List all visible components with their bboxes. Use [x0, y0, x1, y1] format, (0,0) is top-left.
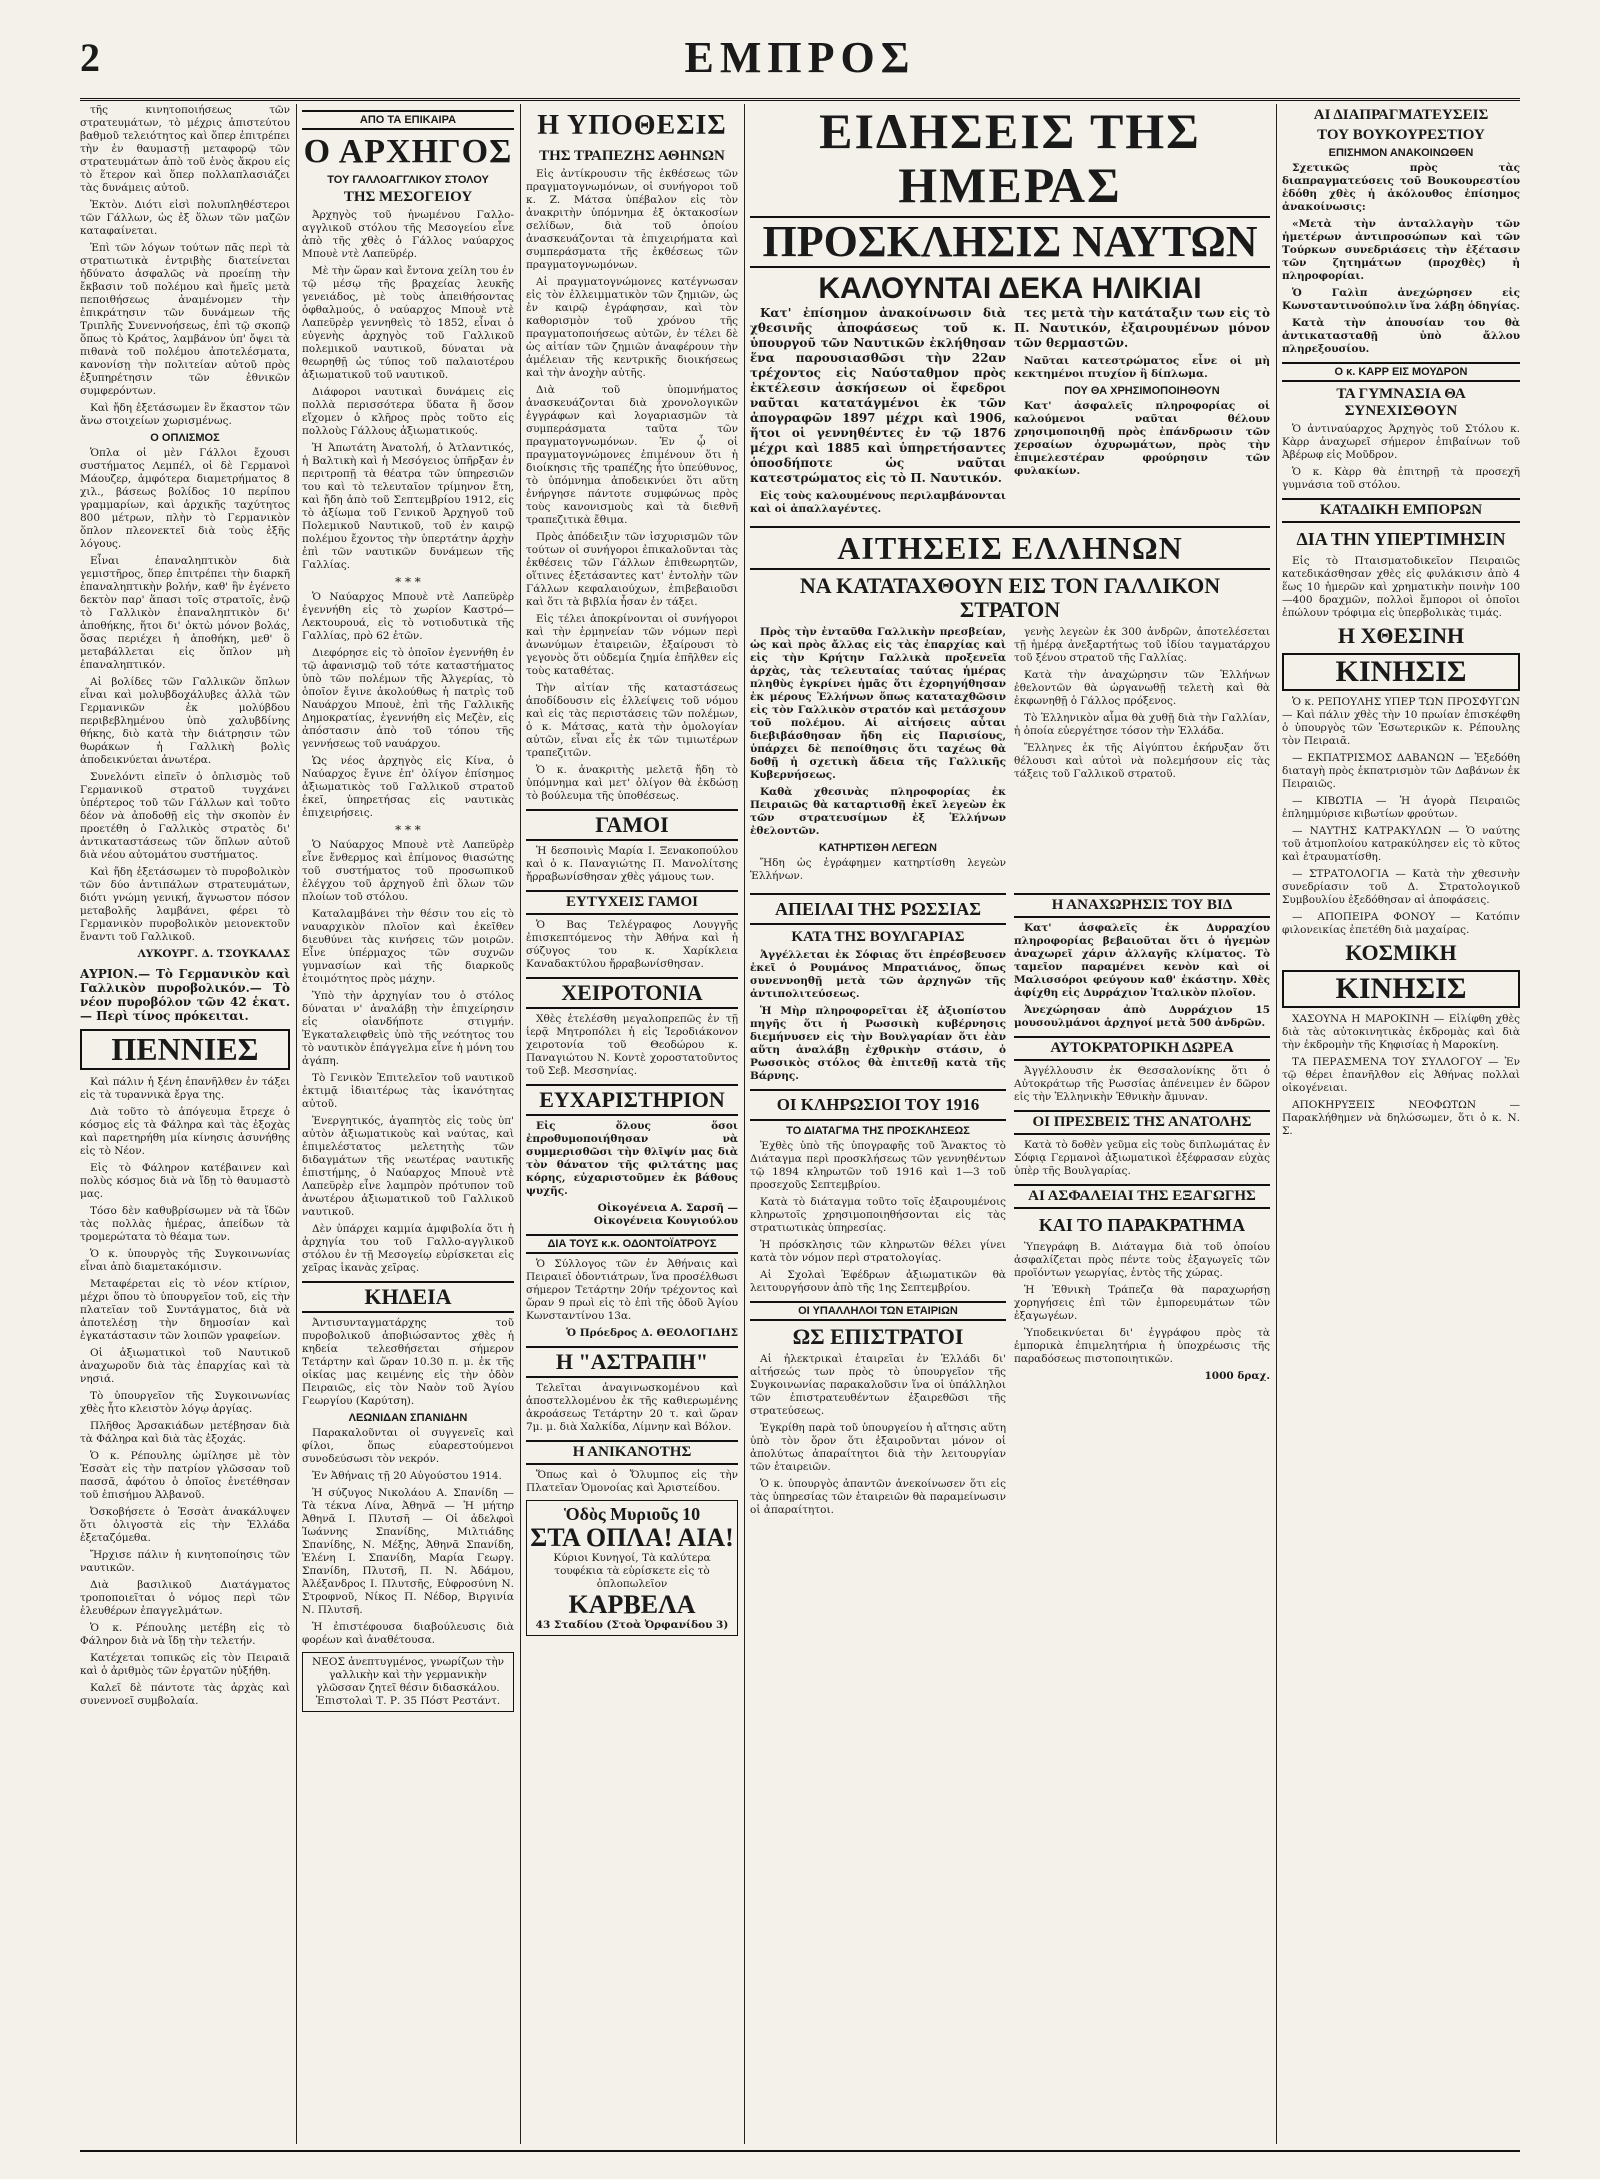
- notice-text: Χθὲς ἐτελέσθη μεγαλοπρεπῶς ἐν τῇ ἱερᾷ Μητροπόλει ἡ εἰς Ἱεροδιάκονον χειροτονία τοῦ Θεοδώρου κ. Παναγιώτου Ν. Κοντὲ χοροστατοῦντος τοῦ Σεβ. Μεσσηνίας.: [526, 1013, 738, 1077]
- page-number: 2: [80, 35, 100, 80]
- newspaper-title: ΕΜΠΡΟΣ: [684, 33, 916, 82]
- article-text: Αἱ Σχολαὶ Ἐφέδρων ἀξιωματικῶν θὰ λειτουργήσουν ἀπὸ τῆς 1ης Σεπτεμβρίου.: [750, 1269, 1006, 1294]
- column-1: [80, 104, 290, 2144]
- notice-text: Ὅπως καὶ ὁ Ὄλυμπος εἰς τὴν Πλατεῖαν Ὁμονοίας καὶ Ἀριστείδου.: [526, 1469, 738, 1494]
- article-headline: Ο κ. ΚΑΡΡ ΕΙΣ ΜΟΥΔΡΟΝ: [1282, 362, 1520, 382]
- article-headline: Η ΑΝΑΧΩΡΗΣΙΣ ΤΟΥ ΒΙΔ: [1014, 893, 1270, 918]
- ad-address: Ὁδὸς Μυριοῦς 10: [563, 1504, 701, 1524]
- notice-text: Ἡ δεσποινὶς Μαρία Ι. Ξενακοπούλου καὶ ὁ κ. Παναγιώτης Π. Μανολίτσης ἤρραβωνίσθησαν χθὲς γάμους των.: [526, 845, 738, 883]
- article-text: Τὸ Γενικὸν Ἐπιτελεῖον τοῦ ναυτικοῦ ἐκτιμᾷ ἰδιαιτέρως τὰς ἱκανότητας αὐτοῦ.: [302, 1072, 514, 1110]
- news-item: Ὁ κ. Ρέπουλης μετέβη εἰς τὸ Φάληρον διὰ νὰ ἴδῃ τὴν τελετήν.: [80, 1622, 290, 1647]
- article-text: Κατὰ τὴν ἀναχώρησιν τῶν Ἑλλήνων ἐθελοντῶν θὰ ὠργανωθῇ τελετὴ καὶ θὰ ἐκφωνηθῇ ὁ Γάλλος πρόξενος.: [1014, 669, 1270, 707]
- article-signature: 1000 δραχ.: [1204, 1370, 1270, 1382]
- article-headline: ΟΙ ΚΛΗΡΩΣΙΟΙ ΤΟΥ 1916: [750, 1089, 1006, 1121]
- ad-brand: ΚΑΡΒΕΛΑ: [568, 1590, 696, 1619]
- section-heading-dentists: ΔΙΑ ΤΟΥΣ κ.κ. ΟΔΟΝΤΟΪΑΤΡΟΥΣ: [526, 1234, 738, 1254]
- article-subheadline: ΚΑΙ ΤΟ ΠΑΡΑΚΡΑΤΗΜΑ: [1038, 1215, 1246, 1235]
- article-text: Ἀνεχώρησαν ἀπὸ Δυρράχιον 15 μουσουλμάνοι ἀρχηγοί μετὰ 500 ἀνδρῶν.: [1014, 1004, 1270, 1029]
- article-subheadline: ΤΟΥ ΓΑΛΛΟΑΓΓΛΙΚΟΥ ΣΤΟΛΟΥ: [327, 174, 489, 186]
- article-text: Κατὰ τὸ διάταγμα τοῦτο τοῖς ἐξαιρουμένοις κληρωτοῖς χρησιμοποιηθήσονται εἰς τὰς στρατιωτικὰς ὑπηρεσίας.: [750, 1196, 1006, 1234]
- news-item: Τόσο δὲν καθυβρίσωμεν νὰ τὰ ἴδῶν τὰς πολλὰς ἡμέρας, ἀπείδων τὰ τρομερώτατα τὸ θέαμα των.: [80, 1205, 290, 1243]
- news-item: Οἱ ἀξιωματικοὶ τοῦ Ναυτικοῦ ἀναχωροῦν διὰ τὰς ἐπαρχίας καὶ τὰ νησιά.: [80, 1347, 290, 1385]
- section-heading-kinisis: ΚΙΝΗΣΙΣ: [1282, 970, 1520, 1008]
- masthead: [80, 28, 1520, 101]
- article-text: «Μετὰ τὴν ἀνταλλαγὴν τῶν ἡμετέρων ἀντιπροσώπων καὶ τῶν Τούρκων συνεδριάσεις τὴν ἐξέτασιν τῶν ζητημάτων (προχθὲς) ἡ πληροφορίαι.: [1282, 218, 1520, 282]
- article-subheadline: ΚΑΛΟΥΝΤΑΙ ΔΕΚΑ ΗΛΙΚΙΑΙ: [818, 272, 1202, 305]
- article-text: Δὲν ὑπάρχει καμμία ἀμφιβολία ὅτι ἡ ἀρχηγία του τοῦ Γαλλο-αγγλικοῦ στόλου ἐν τῇ Μεσογείῳ εὑρίσκεται εἰς χεῖρας ἱκανὰς χεῖρας.: [302, 1223, 514, 1274]
- article-text: Ἐγκρίθη παρὰ τοῦ ὑπουργείου ἡ αἴτησις αὕτη ὑπὸ τὸν ὅρον ὅτι ἐξαιροῦνται μόνον οἱ ἀπολύτως ἀπαραίτητοι διὰ τὴν λειτουργίαν τῶν ἑταιρειῶν.: [750, 1422, 1006, 1473]
- article-text: Εἰς τὸ Πταισματοδικεῖον Πειραιῶς κατεδικάσθησαν χθὲς εἰς φυλάκισιν ἀπὸ 4 ἕως 10 ἡμερῶν καὶ χρηματικὴν ποινὴν 100—400 δραχμῶν, πολλοὶ ἔμποροι οἱ ὁποῖοι ἐπώλουν τρόφιμα εἰς ὑπερβολικὰς τιμάς.: [1282, 555, 1520, 619]
- article-text: Ὁ ἀντιναύαρχος Ἀρχηγὸς τοῦ Στόλου κ. Κὰρρ ἀναχωρεῖ σήμερον ἐπιβαίνων τοῦ Ἀβέρωφ εἰς Μοῦδρον.: [1282, 423, 1520, 461]
- section-heading: ΚΟΣΜΙΚΗ: [1345, 940, 1457, 965]
- news-item: Κατέχεται τοπικῶς εἰς τὸν Πειραιᾶ καὶ ὁ ἀριθμὸς τῶν ἐργατῶν ηὐξήθη.: [80, 1652, 290, 1677]
- article-text: Ἀγγέλλουσιν ἐκ Θεσσαλονίκης ὅτι ὁ Αὐτοκράτωρ τῆς Ρωσσίας ἀπένειμεν ἐν δῶρον εἰς τὴν Ἑλληνικὴν Ἐθνικὴν ἄμυναν.: [1014, 1065, 1270, 1103]
- article-subheadline: ΤΑ ΓΥΜΝΑΣΙΑ ΘΑ ΣΥΝΕΧΙΣΘΟΥΝ: [1336, 386, 1466, 419]
- section-heading-astrapi: Η "ΑΣΤΡΑΠΗ": [526, 1346, 738, 1378]
- article-subheadline: ΔΙΑ ΤΗΝ ΥΠΕΡΤΙΜΗΣΙΝ: [1296, 529, 1506, 549]
- article-text: Ναῦται κατεστρώματος εἶνε οἱ μὴ κεκτημένοι πτυχίον ἢ δίπλωμα.: [1014, 355, 1270, 380]
- article-headline: ΑΙ ΑΣΦΑΛΕΙΑΙ ΤΗΣ ΕΞΑΓΩΓΗΣ: [1014, 1184, 1270, 1209]
- article-text: Κατ' ἐπίσημον ἀνακοίνωσιν διὰ χθεσινῆς ἀποφάσεως τοῦ κ. ὑπουργοῦ τῶν Ναυτικῶν ἐκλήθησαν ἕνα παρουσιασθῶσι τὴν 22αν τρέχοντος εἰς Ναύσταθμον πρὸς ἐκτέλεσιν ἀσκήσεων οἱ ἔφεδροι ναῦται κατατάγμένοι ἐκ τῶν ἀπογραφῶν 1897 μέχρι καὶ 1906, ἥτοι οἱ γεννηθέντες ἐν τῷ 1876 μέχρι καὶ 1885 καὶ ὑπηρετήσαντες ὁποσδήποτε ὡς ναῦται κατεστρώματος εἰς τὸ Π. Ναυτικόν.: [750, 306, 1006, 485]
- notice-text: Ὁ Βας Τελέγραφος Λουγγῆς ἐπισκεπτόμενος τὴν Ἀθήνα καὶ ἡ σύζυγος του κ. Χαρίκλεια Καναδακτύλου ἤρραβωνίσθησαν.: [526, 919, 738, 970]
- section-heading-kideia: ΚΗΔΕΙΑ: [302, 1281, 514, 1313]
- article-headline: Ο ΑΡΧΗΓΟΣ: [303, 133, 513, 170]
- article-text: Καὶ ἤδη ἐξετάσωμεν ἓν ἕκαστον τῶν ἄνω στοιχείων χωρισμένως.: [80, 402, 290, 427]
- article-subheadline: ΕΠΙΣΗΜΟΝ ΑΝΑΚΟΙΝΩΘΕΝ: [1328, 147, 1474, 159]
- article-text: Κατὰ τὸ δοθὲν γεῦμα εἰς τοὺς διπλωμάτας ἐν Σόφιᾳ Γερμανοὶ ἀξιωματικοὶ ἐξέφρασαν εὐχὰς ὑπὲρ τῆς Βουλγαρίας.: [1014, 1139, 1270, 1177]
- article-text: Ἔλληνες ἐκ τῆς Αἰγύπτου ἐκήρυξαν ὅτι θέλουσι καὶ αὐτοὶ νὰ πολεμήσουν εἰς τὰς τάξεις τοῦ Γαλλικοῦ στρατοῦ.: [1014, 742, 1270, 780]
- tomorrow-note: ΑΥΡΙΟΝ.— Τὸ Γερμανικὸν καὶ Γαλλικὸν πυροβολικόν.— Τὸ νέον πυροβόλον τῶν 42 ἑκατ.— Περὶ τίνος πρόκειται.: [80, 967, 290, 1023]
- column-3: [526, 104, 738, 2144]
- funeral-text: Παρακαλοῦνται οἱ συγγενεῖς καὶ φίλοι, ὅπως εὐαρεστούμενοι συνοδεύσωσι τὸν νεκρόν.: [302, 1427, 514, 1465]
- article-text: Τὴν αἰτίαν τῆς καταστάσεως ἀποδίδουσιν εἰς ἐλλείψεις τοῦ νόμου καὶ εἰς τὰς περιστάσεις τῶν πολέμων, ὁ κ. Μάτσας, κατὰ τὴν ὁμολογίαν αὐτῶν, εἶναι εἷς ἐκ τῶν τιμιωτέρων τραπεζιτῶν.: [526, 682, 738, 759]
- news-item: Ὁ κ. ΡΕΠΟΥΛΗΣ ΥΠΕΡ ΤΩΝ ΠΡΟΣΦΥΓΩΝ — Καὶ πάλιν χθὲς τὴν 10 πρωίαν ἐπισκέφθη ὁ ὑπουργὸς τῶν Ἐσωτερικῶν κ. Ρέπουλης τὸν Πειραιᾶ.: [1282, 696, 1520, 747]
- article-text: Πρὸς ἀπόδειξιν τῶν ἰσχυρισμῶν τῶν τούτων οἱ συνήγοροι ἐπικαλοῦνται τὰς ἐκθέσεις τῶν Γάλλων ἐπιθεωρητῶν, οἵτινες ἐξετάσαντες κατ' ἐντολὴν τῶν Γάλλων κεφαλαιούχων, ἐπιβεβαιοῦσι καὶ ὅτι τὰ βιβλία ἦσαν ἐν τάξει.: [526, 531, 738, 608]
- news-item: ΑΠΟΚΗΡΥΞΕΙΣ ΝΕΟΦΩΤΩΝ — Παρακλήθημεν νὰ δηλώσωμεν, ὅτι ὁ κ. Ν. Σ.: [1282, 1099, 1520, 1137]
- article-text: Κατ' ἀσφαλεῖς πληροφορίας οἱ καλούμενοι ναῦται θέλουν χρησιμοποιηθῇ πρὸς ἐπάνδρωσιν τῶν χερσαίων ὀχυρωμάτων, πρὸς τὴν ἐπιμελεστέραν φρούρησιν τῶν φυλακίων.: [1014, 400, 1270, 477]
- article-text: Διὰ τοῦ ὑπομνήματος ἀνασκευάζονται διὰ χρονολογικῶν ἐγγράφων καὶ λογαριασμῶν τὰ συμπεράσματα ταῦτα τῶν πραγματογνωμόνων. Ἐν ᾧ οἱ πραγματογνώμονες ἐπιμένουν ὅτι ἡ διοίκησις τῆς τραπέζης ἦτο ὑπεύθυνος, τὸ ὑπόμνημα ἀποδεικνύει ὅτι αὕτη ἐνήργησε πάντοτε συμφώνως πρὸς τοὺς κανονισμοὺς καὶ τὰ διεθνῆ τραπεζιτικὰ ἔθιμα.: [526, 384, 738, 526]
- funeral-text: Ἡ ἐπιστέφουσα διαβούλευσις διὰ φορέων καὶ ἀναθέτουσα.: [302, 1621, 514, 1646]
- news-item: — ΕΚΠΑΤΡΙΣΜΟΣ ΔΑΒΑΝΩΝ — Ἐξεδόθη διαταγὴ πρὸς ἐκπατρισμὸν τῶν Δαβάνων ἐκ Πειραιῶς.: [1282, 752, 1520, 790]
- article-text: Ἡ Ἐθνικὴ Τράπεζα θὰ παραχωρήσῃ χορηγήσεις ἐπὶ τῶν ἐμπορευμάτων τῶν ἐξαγωγέων.: [1014, 1284, 1270, 1322]
- news-item: Εἰς τὸ Φάληρον κατέβαινεν καὶ πολὺς κόσμος διὰ νὰ ἴδῃ τὸ θαυμαστὸ μας.: [80, 1162, 290, 1200]
- article-headline: ΑΥΤΟΚΡΑΤΟΡΙΚΗ ΔΩΡΕΑ: [1014, 1036, 1270, 1061]
- funeral-text: Ἡ σύζυγος Νικολάου Α. Σπανίδη — Τὰ τέκνα Λίνα, Ἀθηνᾶ — Ἡ μήτηρ Ἀθηνᾶ Ι. Πλυτσῆ — Οἱ ἀδελφοὶ Ἰωάννης Σπανίδης, Μιλτιάδης Σπανίδης, Ν. Μέξης, Ἀθηνᾶ Σπανίδη, Ἑλένη Ι. Σπανίδη, Μαρία Γεωργ. Σπανίδη, Πλυτσῆ, Π. Ν. Ἀδάμου, Ἀλέξανδρος Ι. Πλυτσῆς, Εὐφροσύνη Ν. Στροφνοῦ, Νίκος Π. Νέδορ, Βιργινία Ν. Πλυτσῆ.: [302, 1487, 514, 1616]
- article-headline: Η ΥΠΟΘΕΣΙΣ: [537, 110, 727, 141]
- article-text: Κατὰ τὴν ἀπουσίαν του θὰ ἀντικατασταθῇ ὑπὸ ἄλλου πληρεξουσίου.: [1282, 317, 1520, 355]
- section-heading-gamoi: ΓΑΜΟΙ: [526, 809, 738, 841]
- article-text: Διάφοροι ναυτικαὶ δυνάμεις εἰς πολλὰ περισσότερα ὕδατα ἢ ὅσον εἴχομεν ὁ κλῆρος πρὸς τοῦτο εἰς πολλοὺς Γάλλους ἀξιωματικούς.: [302, 386, 514, 437]
- article-text: Κατ' ἀσφαλεῖς ἐκ Δυρραχίου πληροφορίας βεβαιοῦται ὅτι ὁ ἡγεμὼν ἀναχωρεῖ χάριν ἀλλαγῆς κλίματος. Τὸ ταμεῖον παραμένει κενὸν καὶ οἱ Μαλισσόροι φεύγουν καθ' ἑκάστην. Χθὲς ἀφίχθη εἰς Δυρράχιον Ἰταλικὸν πλοῖον.: [1014, 922, 1270, 999]
- article-text: Αἱ πραγματογνώμονες κατέγνωσαν εἰς τὸν ἐλλειμματικὸν τῶν ζημιῶν, ὡς ἐν καιρῷ ἐγράφησαν, καὶ τὸν καθορισμὸν τοῦ χρόνου τῆς πραγματοποιήσεως αὐτῶν, ἐν τέλει δὲ ὡς αἰτίαν τῶν ζημιῶν ἀναφέρουν τὴν ἀμέλειαν τῆς κεντρικῆς διοικήσεως καὶ τὴν ἀνοχὴν αὐτῆς.: [526, 276, 738, 379]
- article-text: Ὁ Ναύαρχος Μπουὲ ντὲ Λαπεϋρὲρ ἐγεννήθη εἰς τὸ χωρίον Καστρό— Λεκτουρουά, εἰς τὸ νοτιοδυτικὰ τῆς Γαλλίας, πρὸ 62 ἐτῶν.: [302, 591, 514, 642]
- article-text: Αἱ βολίδες τῶν Γαλλικῶν ὅπλων εἶναι καὶ μολυβδοχάλυβες ἀλλὰ τῶν Γερμανικῶν ἐκ μολύβδου περιβεβλημένου ὑπὸ χαλυβδίνης θήκης, διὸ κατὰ τὴν διάτρησιν τῶν θωράκων ἡ Γαλλικὴ βολὶς ἀποδεικνύεται ἀνωτέρα.: [80, 676, 290, 766]
- separator-stars: * * *: [395, 823, 421, 837]
- notice-text: Εἰς ὅλους ὅσοι ἐπροθυμοποιήθησαν νὰ συμμερισθῶσι τὴν θλῖψίν μας διὰ τὸν θάνατον τῆς φιλτάτης μας κόρης, εὐχαριστοῦμεν ἐκ βάθους ψυχῆς.: [526, 1120, 738, 1197]
- article-text: Ἐκτὸν. Διότι εἰσὶ πολυπληθέστεροι τῶν Γάλλων, ὡς ἐξ ὅλων τῶν μαζῶν καταφαίνεται.: [80, 199, 290, 237]
- news-item: — ΚΙΒΩΤΙΑ — Ἡ ἀγορὰ Πειραιῶς ἐπλημμύρισε κιβωτίων φρούτων.: [1282, 795, 1520, 820]
- article-text: Ὁ κ. ἀνακριτὴς μελετᾷ ἤδη τὸ ὑπόμνημα καὶ μετ' ὀλίγον θὰ ἐκδώσῃ τὸ βούλευμα τῆς ὑποθέσεως.: [526, 764, 738, 802]
- news-item: ΤΑ ΠΕΡΑΣΜΕΝΑ ΤΟΥ ΣΥΛΛΟΓΟΥ — Ἐν τῷ θέρει ἐπανῆλθον εἰς Ἀθήνας πολλαὶ οἰκογένειαι.: [1282, 1056, 1520, 1094]
- column-heading-gennies: ΠΕΝΝΙΕΣ: [80, 1029, 290, 1070]
- article-text: Ἀρχηγὸς τοῦ ἡνωμένου Γαλλο-αγγλικοῦ στόλου τῆς Μεσογείου εἶνε ἀπὸ τῆς χθὲς ὁ Γάλλος ναύαρχος Μπουὲ ντὲ Λαπεϋρέρ.: [302, 209, 514, 260]
- section-heading: ΠΟΥ ΘΑ ΧΡΗΣΙΜΟΠΟΙΗΘΟΥΝ: [1064, 385, 1220, 397]
- ad-text: Κύριοι Κυνηγοί, Τὰ καλύτερα τουφέκια τὰ εὑρίσκετε εἰς τὸ ὁπλοπωλεῖον: [553, 1552, 711, 1590]
- article-text: Ἀγγέλλεται ἐκ Σόφιας ὅτι ἐπρέσβευσεν ἐκεῖ ὁ Ρουμάνος Μπρατιάνος, ὅπως συνεννοηθῇ μετὰ τῶν ἀρχηγῶν τῆς ἀντιπολιτεύσεως.: [750, 949, 1006, 1000]
- ad-address: 43 Σταδίου (Στοὰ Ὀρφανίδου 3): [535, 1619, 729, 1631]
- article-subheadline: ΩΣ ΕΠΙΣΤΡΑΤΟΙ: [792, 1324, 964, 1349]
- article-text: τῆς κινητοποιήσεως τῶν στρατευμάτων, τὸ μέχρις ἀπιστεύτου βαθμοῦ τελειότητος καὶ ὅπερ ἐπιτρέπει τὴν ἐν θαυμαστῇ μεταφορῷ τῶν στρατευμάτων ἀπὸ τοῦ ἑνὸς ἄκρου εἰς τὸ ἕτερον καὶ ὅπερ πολλαπλασιάζει τὰς δυνάμεις αὐτοῦ.: [80, 104, 290, 194]
- article-text: Καὶ ἤδη ἐξετάσωμεν τὸ πυροβολικὸν τῶν δύο ἀντιπάλων στρατευμάτων, διότι γνώμη γενική, ἄγνωστον πόσον μεταβολῆς λαμβάνει, φέρει τὸ Γερμανικὸν πυροβολικὸν μειονεκτοῦν ἔναντι τοῦ Γαλλικοῦ.: [80, 866, 290, 943]
- article-subheadline: ΤΗΣ ΤΡΑΠΕΖΗΣ ΑΘΗΝΩΝ: [539, 148, 725, 164]
- article-text: Εἶναι ἐπαναληπτικὸν διὰ γεμιστῆρος, ὅπερ ἐπιτρέπει τὴν διαρκῆ ἐπαναληπτικὴν βολήν, καθ' ἣν ἐγένετο δεκτὸν παρ' ἅπασι τοῖς στρατοῖς, ἐνῷ τὸ Γαλλικὸν ἐπαναληπτικὸν δι' ἀποθήκης, ἥτοι δι' ὀκτὼ μόνον βολάς, ὅσας περιέχει ἡ ἀποθήκη, μεθ' ὃ μεταβάλλεται εἰς ὅπλον μὴ ἐπαναληπτικόν.: [80, 555, 290, 671]
- news-item: Ἤρχισε πάλιν ἡ κινητοποίησις τῶν ναυτικῶν.: [80, 1549, 290, 1574]
- news-item: Καλεῖ δὲ πάντοτε τὰς ἀρχὰς καὶ συνεννοεῖ συμβολαία.: [80, 1682, 290, 1707]
- article-text: τες μετὰ τὴν κατάταξιν των εἰς τὸ Π. Ναυτικόν, ἐξαιρουμένων μόνον τῶν θερμαστῶν.: [1014, 306, 1270, 350]
- column-rule: [744, 104, 745, 2144]
- article-headline: ΑΙΤΗΣΕΙΣ ΕΛΛΗΝΩΝ: [750, 526, 1270, 570]
- column-rule: [1276, 104, 1277, 2144]
- ad-headline: ΣΤΑ ΟΠΛΑ! ΑΙΑ!: [530, 1523, 734, 1552]
- two-column-block: [750, 626, 1270, 887]
- news-item: Μεταφέρεται εἰς τὸ νέον κτίριον, μέχρι ὅπου τὸ ὑπουργεῖον τοῦ, εἰς τὴν πλατεῖαν τοῦ Συντάγματος, διὰ νὰ ἀποτελέσῃ τὴν δημοσίαν καὶ ἐγκατάστασιν τῶν λοιπῶν γραφείων.: [80, 1278, 290, 1342]
- news-item: Πλῆθος Ἀρσακιάδων μετέβησαν διὰ τὰ Φάληρα καὶ διὰ τὰς ἐξοχάς.: [80, 1420, 290, 1445]
- page-columns: [80, 104, 1520, 2144]
- article-subheadline: ΤΗΣ ΜΕΣΟΓΕΙΟΥ: [343, 189, 473, 205]
- article-text: Ὡς νέος ἀρχηγὸς εἰς Κίνα, ὁ Ναύαρχος ἔγινε ἐπ' ὀλίγον ἐπίσημος ἀξιωματικὸς τοῦ Γαλλικοῦ στρατοῦ ἐκεῖ, ὑπηρετήσας εἰς ναυτικὰς ἐπιχειρήσεις.: [302, 755, 514, 819]
- news-item: Διὰ τοῦτο τὸ ἀπόγευμα ἔτρεχε ὁ κόσμος εἰς τὰ Φάληρα καὶ τὰς ἐξοχὰς καὶ παρετηρήθη μία κίνησις ἀσυνήθης εἰς τὸ Νέον.: [80, 1106, 290, 1157]
- article-text: Τὸ Ἑλληνικὸν αἷμα θὰ χυθῇ διὰ τὴν Γαλλίαν, ἡ ὁποία εὐεργέτησε τόσον τὴν Ἑλλάδα.: [1014, 712, 1270, 737]
- two-column-block: [750, 306, 1270, 520]
- section-kicker: ΑΠΟ ΤΑ ΕΠΙΚΑΙΡΑ: [302, 110, 514, 130]
- article-text: Διεφόρησε εἰς τὸ ὁποῖον ἐγεννήθη ἐν τῷ ἀφανισμῷ τοῦ τότε καταστήματος ὑπὸ τῶν πολέμων τῆς Ἀλγερίας, τὸ ὁποῖον ἔγινε ἀκολούθως ἡ πατρὶς τοῦ Ναυάρχου Μπουὲ, ἐπὶ τῆς Γαλλικῆς Δημοκρατίας, ἐγεννήθη εἰς Μεζὲν, εἰς ἀπόστασιν ἀπὸ τοῦ τόπου τῆς γεννήσεως τοῦ ναυάρχου.: [302, 647, 514, 750]
- article-text: Ἤδη ὡς ἐγράφημεν κατηρτίσθη λεγεὼν Ἑλλήνων.: [750, 857, 1006, 882]
- article-text: Σχετικῶς πρὸς τὰς διαπραγματεύσεις τοῦ Βουκουρεστίου ἐδόθη χθὲς ἡ ἀκόλουθος ἐπίσημος ἀνακοίνωσις:: [1282, 162, 1520, 213]
- article-text: Ὑπὸ τὴν ἀρχηγίαν του ὁ στόλος δύναται ν' ἀναλάβῃ τὴν ἐπιχείρησιν εἰς οἱανδήποτε στιγμήν. Ἐγκαταλειφθεὶς ὑπὸ τῆς νεότητος του τὸ ναυτικὸν ἐπάγγελμα εἶνε ἡ μόνη του ἀγάπη.: [302, 990, 514, 1067]
- column-6: [1282, 104, 1520, 2144]
- notice-text: Τελεῖται ἀναγινωσκομένου καὶ ἀποστελλομένου ἐκ τῆς καθιερωμένης ἀκροάσεως Τετάρτην 20 τ. καὶ ὥραν 7μ. μ. διὰ Χαλκίδα, Λίμνην καὶ Βόλον.: [526, 1382, 738, 1433]
- article-text: Καταλαμβάνει τὴν θέσιν του εἰς τὸ ναυαρχικὸν πλοῖον καὶ ἐκεῖθεν διευθύνει τὰς κινήσεις τῶν μοιρῶν. Εἶνε ὑπέρμαχος τῶν συχνῶν γυμνασίων καὶ τῆς διαρκοῦς ἑτοιμότητος πρὸς μάχην.: [302, 908, 514, 985]
- news-item: Καὶ πάλιν ἡ ξένη ἐπανῆλθεν ἐν τάξει εἰς τὰ τυραννικὰ ἔργα της.: [80, 1076, 290, 1101]
- article-text: Ὑπεγράφη Β. Διάταγμα διὰ τοῦ ὁποίου ἀσφαλίζεται πρὸς πέντε τοὺς ἐξαγωγεῖς τῶν προϊόντων γεωργίας, ἐντὸς τῆς χώρας.: [1014, 1241, 1270, 1279]
- article-subheadline: ΤΟ ΔΙΑΤΑΓΜΑ ΤΗΣ ΠΡΟΣΚΛΗΣΕΩΣ: [786, 1125, 970, 1137]
- column-2: [302, 104, 514, 2144]
- article-text: Ἐχθὲς ὑπὸ τῆς ὑπογραφῆς τοῦ Ἄνακτος τὸ Διάταγμα περὶ προσκλήσεως τῶν γεννηθέντων τῷ 1894 κληρωτῶν τοῦ 1916 καὶ 1—3 τοῦ προσεχοῦς Σεπτεμβρίου.: [750, 1140, 1006, 1191]
- article-text: γενὴς λεγεὼν ἐκ 300 ἀνδρῶν, ἀποτελέσεται τῇ ἡμέρᾳ ἀνεξαρτήτως τοῦ ἰδίου ταγματάρχου τοῦ ξένου στρατοῦ τῆς Γαλλίας.: [1014, 626, 1270, 664]
- article-text: Συνελόντι εἰπεῖν ὁ ὁπλισμὸς τοῦ Γερμανικοῦ στρατοῦ τυγχάνει ὑπέρτερος τοῦ τῶν Γάλλων καὶ τοῦτο δέον νὰ ἀποδοθῇ εἰς τὴν σκοπὸν ἐν προετέθη ὁ Γαλλικὸς στρατὸς δι' ἀντικαταστάσεως τῶν ὅπλων αὐτοῦ διὰ νέου αὐτομάτου συστήματος.: [80, 771, 290, 861]
- column-rule: [296, 104, 297, 2144]
- news-item: Ὁ κ. ὑπουργὸς τῆς Συγκοινωνίας εἶναι ἀπὸ διαμετακόμισιν.: [80, 1248, 290, 1273]
- news-item: Τὸ ὑπουργεῖον τῆς Συγκοινωνίας χθὲς ἦτο κλειστὸν λόγῳ ἀργίας.: [80, 1390, 290, 1415]
- article-headline: ΚΑΤΑΔΙΚΗ ΕΜΠΟΡΩΝ: [1282, 498, 1520, 523]
- author-signature: ΛΥΚΟΥΡΓ. Δ. ΤΣΟΥΚΑΛΑΣ: [137, 948, 290, 960]
- news-item: Ὁ κ. Ρέπουλης ὡμίλησε μὲ τὸν Ἐσσὰτ εἰς τὴν πατρίον γλῶσσαν τοῦ πασσᾶ, ἀφότου ὁ ὁποῖος ἐνετέθησαν τοῦ ἐπισήμου Ἀλβανοῦ.: [80, 1450, 290, 1501]
- classified-ad: ΝΕΟΣ ἀνεπτυγμένος, γνωρίζων τὴν γαλλικὴν καὶ τὴν γερμανικὴν γλῶσσαν ζητεῖ θέσιν διδασκάλου. Ἐπιστολαὶ Τ. Ρ. 35 Πόστ Ρεστάντ.: [302, 1652, 514, 1712]
- notice-signature: Ὁ Πρόεδρος Δ. ΘΕΟΛΟΓΙΔΗΣ: [566, 1327, 738, 1339]
- footer-rule: [80, 2150, 1520, 2152]
- article-text: Ὁ κ. Κὰρρ θὰ ἐπιτηρῇ τὰ προσεχῆ γυμνάσια τοῦ στόλου.: [1282, 466, 1520, 491]
- article-text: Ἡ πρόσκλησις τῶν κληρωτῶν θέλει γίνει κατὰ τὸν νόμον περὶ στρατολογίας.: [750, 1239, 1006, 1264]
- article-text: Ὑποδεικνύεται δι' ἐγγράφου πρὸς τὰ ἐμπορικὰ ἐπιμελητήρια ἡ ὑποχρέωσις τῆς παραδόσεως πιστοποιητικῶν.: [1014, 1327, 1270, 1365]
- deceased-name: ΛΕΩΝΙΔΑΝ ΣΠΑΝΙΔΗΝ: [348, 1412, 468, 1424]
- news-item: Ὀσκοβήσετε ὁ Ἐσσὰτ ἀνακάλυψεν ὅτι ὀλιγοστὰ εἰς τὴν Ἑλλάδα ἐξεταζόμεθα.: [80, 1506, 290, 1544]
- article-subheadline: ΤΟΥ ΒΟΥΚΟΥΡΕΣΤΙΟΥ: [1317, 127, 1485, 143]
- article-text: Ἐνεργητικός, ἀγαπητὸς εἰς τοὺς ὑπ' αὐτὸν ἀξιωματικοὺς καὶ ναύτας, καὶ ἐπιμελέστατος μελετητὴς τῶν διδαγμάτων τῆς νεωτέρας ναυτικῆς ἐπιστήμης, ὁ Ναύαρχος Μπουὲ ντὲ Λαπεϋρὲρ εἶνε λαμπρὸν πρότυπον τοῦ ἀνωτέρου ἀξιωματικοῦ τοῦ Γαλλικοῦ ναυτικοῦ.: [302, 1115, 514, 1218]
- section-heading-eytyxeis: ΕΥΤΥΧΕΙΣ ΓΑΜΟΙ: [526, 890, 738, 915]
- section-heading-kinisis: ΚΙΝΗΣΙΣ: [1282, 653, 1520, 691]
- section-heading: Η ΧΘΕΣΙΝΗ: [1337, 623, 1465, 648]
- article-text: Πρὸς τὴν ἐνταῦθα Γαλλικὴν πρεσβείαν, ὡς καὶ πρὸς ἄλλας εἰς τὰς ἐπαρχίας καὶ εἰς τὴν Κρήτην Γαλλικὰ προξενεῖα ἀρχὰς, τὰς τελευταίας ταύτας ἡμέρας πληθὺς ἐγκρίνει ἡμᾶς ὅτι ἐχορηγήθησαν ἐκ μέρους Ἑλλήνων ὅπως καταταχθῶσιν εἰς τὸν Γαλλικὸν στρατόν καὶ μετάσχουν τοῦ πολέμου. Αἱ αἰτήσεις αὗται διεβιβάσθησαν ἤδη εἰς Παρισίους, ὑπάρχει δὲ πεποίθησις ὅτι ταχέως θὰ δοθῇ ἡ σχετικὴ ἄδεια τῆς Γαλλικῆς Κυβερνήσεως.: [750, 626, 1006, 781]
- separator-stars: * * *: [395, 575, 421, 589]
- article-text: Καθὰ χθεσινὰς πληροφορίας ἐκ Πειραιῶς θὰ καταρτισθῇ ἐκεῖ λεγεὼν ἐκ τῶν στρατευσίμων ἐξ Ἑλλήνων ἐθελοντῶν.: [750, 786, 1006, 837]
- article-text: Ὁπλα οἱ μὲν Γάλλοι ἔχουσι συστήματος Λεμπέλ, οἱ δὲ Γερμανοὶ Μάουζερ, ἀμφότερα διαμετρήματος 8 χιλ., βάσεως βολίδος 10 περίπου γραμμαρίων, καὶ ἀρχικῆς ταχύτητος 800 μέτρων, πλὴν τὸ Γερμανικὸν ὅπλον πλεονεκτεῖ διὰ τοὺς ἑξῆς λόγους.: [80, 447, 290, 550]
- article-text: Ὁ κ. ὑπουργὸς ἀπαντῶν ἀνεκοίνωσεν ὅτι εἰς τὰς ὑπηρεσίας τῶν ἑταιρειῶν θὰ παραμείνωσιν οἱ ἀπαραίτητοι.: [750, 1478, 1006, 1516]
- section-heading-xeirotonia: ΧΕΙΡΟΤΟΝΙΑ: [526, 977, 738, 1009]
- article-subheadline: ΚΑΤΑ ΤΗΣ ΒΟΥΛΓΑΡΙΑΣ: [791, 929, 965, 945]
- article-text: Εἰς τέλει ἀποκρίνονται οἱ συνήγοροι καὶ τὴν ἑρμηνείαν τῶν νόμων περὶ ἀνωνύμων ἑταιρειῶν, ἐξαίρουσι τὸ γεγονὸς ὅτι οὐδεμία ζημία ἐπῆλθεν εἰς τοὺς καταθέτας.: [526, 613, 738, 677]
- article-text: Ἐπὶ τῶν λόγων τούτων πᾶς περὶ τὰ στρατιωτικὰ ἐντριβὴς διατείνεται ἠδύνατο ἀσφαλῶς νὰ προείπῃ τὴν ἔκβασιν τοῦ πολέμου καὶ ἤμεῖς μετὰ πεποιθήσεως ἀναμένομεν τὴν ἐπικράτησιν τῶν δυνάμεων τῆς Τριπλῆς Συνεννοήσεως, ἐπὶ τῷ σκοπῷ ὅπως τὸ Κράτος, λαμβάνον ὑπ' ὄψει τὰ πιθανὰ τοῦ πολέμου ἀποτελέσματα, κανονίσῃ τὴν πολιτείαν αὐτοῦ πρὸς ἐξυπηρέτησιν τῶν ἐθνικῶν συμφερόντων.: [80, 242, 290, 397]
- news-item: Διὰ βασιλικοῦ Διατάγματος τροποποιεῖται ὁ νόμος περὶ τῶν ἐλευθέρων ἐπαγγελμάτων.: [80, 1579, 290, 1617]
- news-of-the-day: [750, 104, 1270, 2144]
- section-heading: Ο ΟΠΛΙΣΜΟΣ: [150, 432, 220, 444]
- article-text: Εἰς ἀντίκρουσιν τῆς ἐκθέσεως τῶν πραγματογνωμόνων, οἱ συνήγοροι τοῦ κ. Ζ. Μάτσα ὑπέβαλον εἰς τὸν ἀνακριτὴν ὑπόμνημα ἐξ ὀκτακοσίων σελίδων, διὰ τοῦ ὁποίου ἀνασκευάζονται τὰ ἐπιχειρήματα καὶ συμπεράσματα τῆς ἐκθέσεως τῶν πραγματογνωμόνων.: [526, 168, 738, 271]
- section-heading-eyxaristirion: ΕΥΧΑΡΙΣΤΗΡΙΟΝ: [526, 1084, 738, 1116]
- section-heading: ΚΑΤΗΡΤΙΣΘΗ ΛΕΓΕΩΝ: [819, 842, 937, 854]
- article-text: Μὲ τὴν ὥραν καὶ ἔντονα χείλη του ἐν τῷ μέσῳ τῆς βραχείας λευκῆς γενειάδος, μὲ τοὺς ἀπειθήσοντας ὀφθαλμούς, ὁ ναύαρχος Μπουὲ ντὲ Λαπεϋρὲρ γεννηθεὶς τὸ 1852, εἶναι ὁ εὐγενὴς ἀρχηγὸς τοῦ Γαλλικοῦ πολεμικοῦ ναυτικοῦ, δύναται νὰ θεωρηθῇ ὡς τύπος τοῦ παλαιοτέρου ἀξιωματικοῦ τοῦ ναυτικοῦ.: [302, 265, 514, 381]
- article-headline: ΑΠΕΙΛΑΙ ΤΗΣ ΡΩΣΣΙΑΣ: [750, 893, 1006, 925]
- advertisement: [526, 1500, 738, 1636]
- column-rule: [520, 104, 521, 2144]
- section-headline: ΕΙΔΗΣΕΙΣ ΤΗΣ ΗΜΕΡΑΣ: [819, 104, 1201, 213]
- news-item: — ΑΠΟΠΕΙΡΑ ΦΟΝΟΥ — Κατόπιν φιλονεικίας ἐπετέθη διὰ μαχαίρας.: [1282, 911, 1520, 936]
- notice-text: Ὁ Σύλλογος τῶν ἐν Ἀθήναις καὶ Πειραιεῖ ὀδοντιάτρων, ἵνα προσέλθωσι σήμερον Τετάρτην 20ήν τρέχοντος καὶ ὥραν 9 πρωὶ εἰς τὸ ἐπὶ τῆς ὁδοῦ Ἁγίου Κωνσταντίνου 13α.: [526, 1258, 738, 1322]
- article-headline: ΟΙ ΥΠΑΛΛΗΛΟΙ ΤΩΝ ΕΤΑΙΡΙΩΝ: [750, 1301, 1006, 1321]
- news-item: — ΝΑΥΤΗΣ ΚΑΤΡΑΚΥΛΩΝ — Ὁ ναύτης τοῦ ἀτμοπλοίου κατρακύλησεν εἰς τὸ κῦτος καὶ ἐτραυματίσθη.: [1282, 825, 1520, 863]
- article-text: Αἱ ἠλεκτρικαὶ ἑταιρεῖαι ἐν Ἑλλάδι δι' αἰτήσεώς των πρὸς τὸ ὑπουργεῖον τῆς Συγκοινωνίας παρακαλοῦσιν ἵνα οἱ ὑπάλληλοι τῶν ἐπιστρατευθέντων ἐξαιρεθῶσι τῆς στρατεύσεως.: [750, 1353, 1006, 1417]
- section-heading-anikanotis: Η ΑΝΙΚΑΝΟΤΗΣ: [526, 1440, 738, 1465]
- funeral-text: Ἀντισυνταγματάρχης τοῦ πυροβολικοῦ ἀποβιώσαντος χθὲς ἡ κηδεία τελεσθήσεται σήμερον Τετάρτην καὶ ὥραν 10.30 π. μ. ἐκ τῆς οἰκίας μας κειμένης εἰς τὴν ὁδὸν Πειραιῶς, εἰς τὸν Ναὸν τοῦ Ἁγίου Γεωργίου (Καρύτση).: [302, 1317, 514, 1407]
- article-text: Ἡ Ἀπωτάτη Ἀνατολή, ὁ Ἀτλαντικός, ἡ Βαλτικὴ καὶ ἡ Μεσόγειος ὑπῆρξαν ἐν περιτροπῇ τὰ θέατρα τῶν ὑπηρεσιῶν του καὶ τὸ τελευταῖον τρίμηνον ἔτη, καὶ ἤδη ἀπὸ τοῦ Σεπτεμβρίου 1912, εἰς τὸ ἀξίωμα τοῦ Γενικοῦ Ἀρχηγοῦ τοῦ Πολεμικοῦ Ναυτικοῦ, τοῦ ἐν καιρῷ πολέμου ἔχοντος τὴν ὑπερτάτην ἀρχὴν ἐπὶ τῶν ναυτικῶν δυνάμεων τῆς Γαλλίας.: [302, 442, 514, 571]
- news-item: — ΣΤΡΑΤΟΛΟΓΙΑ — Κατὰ τὴν χθεσινὴν συνεδρίασιν τοῦ Δ. Στρατολογικοῦ Συμβουλίου ἐξεδόθησαν αἱ ἀποφάσεις.: [1282, 868, 1520, 906]
- article-headline: ΠΡΟΣΚΛΗΣΙΣ ΝΑΥΤΩΝ: [750, 216, 1270, 268]
- funeral-text: Ἐν Ἀθήναις τῇ 20 Αὐγούστου 1914.: [312, 1470, 502, 1482]
- article-headline: ΑΙ ΔΙΑΠΡΑΓΜΑΤΕΥΣΕΙΣ: [1313, 107, 1489, 123]
- article-subheadline: ΝΑ ΚΑΤΑΤΑΧΘΟΥΝ ΕΙΣ ΤΟΝ ΓΑΛΛΙΚΟΝ ΣΤΡΑΤΟΝ: [799, 573, 1221, 622]
- article-headline: ΟΙ ΠΡΕΣΒΕΙΣ ΤΗΣ ΑΝΑΤΟΛΗΣ: [1014, 1110, 1270, 1135]
- article-text: Ὁ Γαλὶπ ἀνεχώρησεν εἰς Κωνσταντινούπολιν ἵνα λάβῃ ὁδηγίας.: [1282, 287, 1520, 312]
- article-text: Ἡ Μὴρ πληροφορεῖται ἐξ ἀξιοπίστου πηγῆς ὅτι ἡ Ρωσσικὴ κυβέρνησις διεμήνυσεν εἰς τὴν Βουλγαρίαν ὅτι ἐὰν αὕτη ἀναλάβῃ ἐχθρικὴν στάσιν, ὁ Ρωσσικὸς στόλος θὰ ἐπιτεθῇ κατὰ τῆς Βάρνης.: [750, 1005, 1006, 1082]
- notice-signature: Οἰκογένεια Α. Σαρσῆ — Οἰκογένεια Κουγιούλου: [593, 1202, 738, 1227]
- article-text: Εἰς τοὺς καλουμένους περιλαμβάνονται καὶ οἱ ἀπαλλαγέντες.: [750, 490, 1006, 515]
- news-item: ΧΑΣΟΥΝΑ Η ΜΑΡΟΚΙΝΗ — Εἰλίφθη χθὲς διὰ τὰς αὐτοκινητικὰς ἐκδρομὰς καὶ διὰ τὴν ἐκδρομὴν τῆς Κηφισίας ἡ Μαροκίνη.: [1282, 1013, 1520, 1051]
- article-text: Ὁ Ναύαρχος Μπουὲ ντὲ Λαπεϋρὲρ εἶνε ἔνθερμος καὶ ἐπίμονος θιασώτης τοῦ συστήματος τοῦ προσωπικοῦ ἐλέγχου τοῦ ἀρχηγοῦ ἐπὶ ὅλων τῶν πλοίων τοῦ στόλου.: [302, 839, 514, 903]
- two-column-block: [750, 887, 1270, 1521]
